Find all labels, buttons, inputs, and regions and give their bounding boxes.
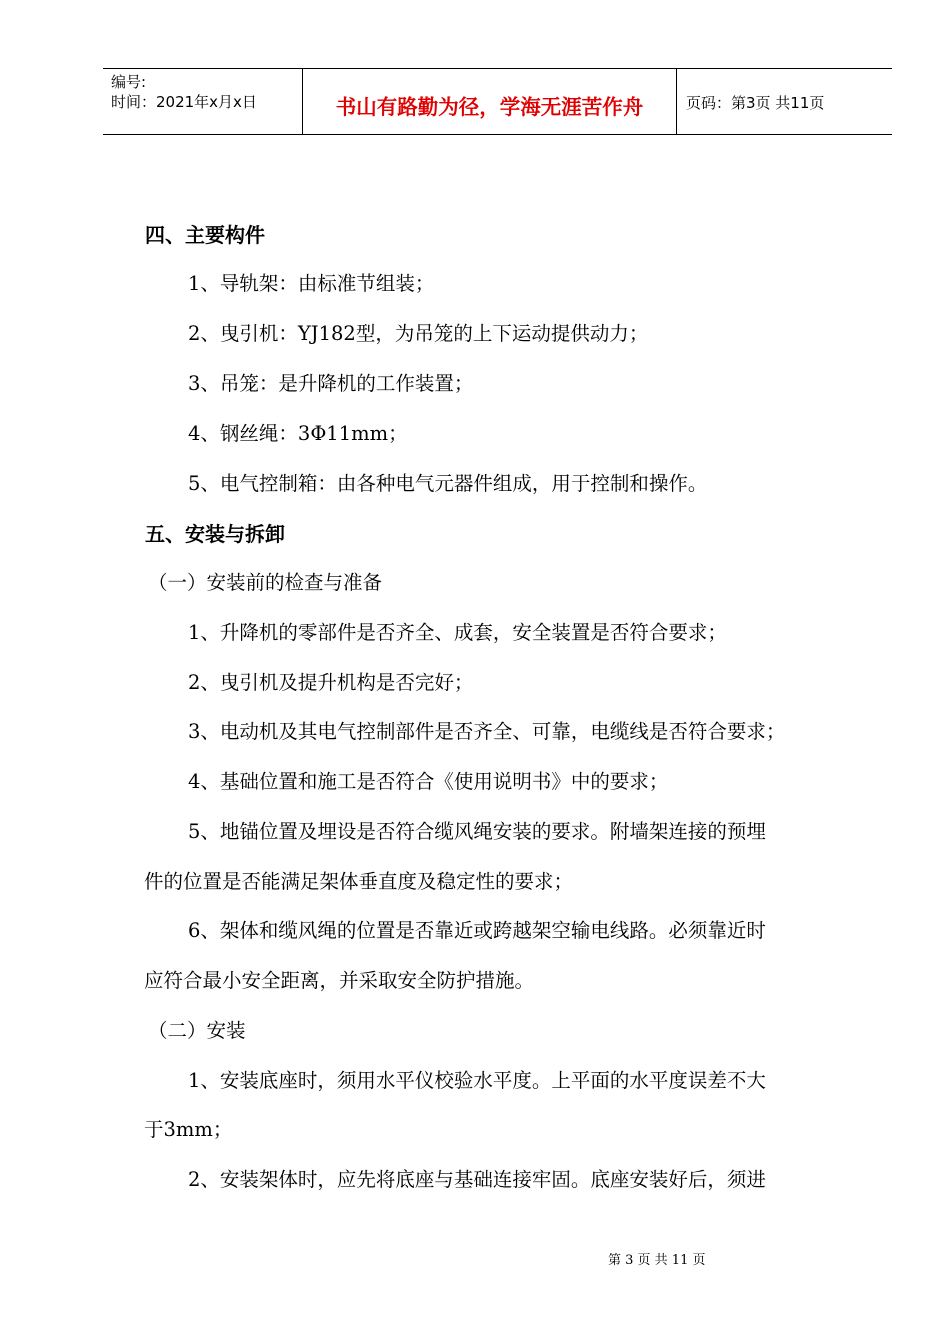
paragraph: 4、基础位置和施工是否符合《使用说明书》中的要求； (188, 770, 669, 793)
paragraph: 4、钢丝绳：3Φ11mm； (188, 422, 408, 445)
paragraph: 2、安装架体时，应先将底座与基础连接牢固。底座安装好后，须进 (188, 1168, 766, 1191)
section-heading-4: 四、主要构件 (145, 223, 265, 247)
header-page-info: 页码：第3页 共11页 (686, 94, 825, 112)
paragraph: 2、曳引机：YJ182型，为吊笼的上下运动提供动力； (188, 322, 649, 345)
paragraph: 6、架体和缆风绳的位置是否靠近或跨越架空输电线路。必须靠近时 (188, 919, 766, 942)
paragraph: 5、地锚位置及埋设是否符合缆风绳安装的要求。附墙架连接的预埋 (188, 820, 766, 843)
time-label: 时间：2021年x月x日 (111, 93, 257, 111)
section-heading-5: 五、安装与拆卸 (145, 522, 285, 546)
paragraph: 3、吊笼：是升降机的工作装置； (188, 372, 474, 395)
paragraph: 3、电动机及其电气控制部件是否齐全、可靠，电缆线是否符合要求； (188, 720, 786, 743)
paragraph: 2、曳引机及提升机构是否完好； (188, 671, 474, 694)
subsection-heading: （一）安装前的检查与准备 (148, 571, 383, 594)
subsection-heading: （二）安装 (148, 1019, 246, 1042)
footer-page-number: 第 3 页 共 11 页 (608, 1253, 706, 1268)
paragraph: 1、导轨架：由标准节组装； (188, 272, 435, 295)
header-motto: 书山有路勤为径，学海无涯苦作舟 (303, 69, 677, 134)
paragraph-continuation: 应符合最小安全距离，并采取安全防护措施。 (144, 969, 535, 992)
paragraph-continuation: 于3mm； (144, 1118, 233, 1141)
number-label: 编号: (111, 73, 147, 91)
paragraph: 1、安装底座时，须用水平仪校验水平度。上平面的水平度误差不大 (188, 1069, 766, 1092)
header-meta (103, 69, 303, 134)
paragraph: 5、电气控制箱：由各种电气元器件组成，用于控制和操作。 (188, 472, 708, 495)
page-header (103, 68, 892, 135)
paragraph: 1、升降机的零部件是否齐全、成套，安全装置是否符合要求； (188, 621, 727, 644)
paragraph-continuation: 件的位置是否能满足架体垂直度及稳定性的要求； (144, 870, 574, 893)
